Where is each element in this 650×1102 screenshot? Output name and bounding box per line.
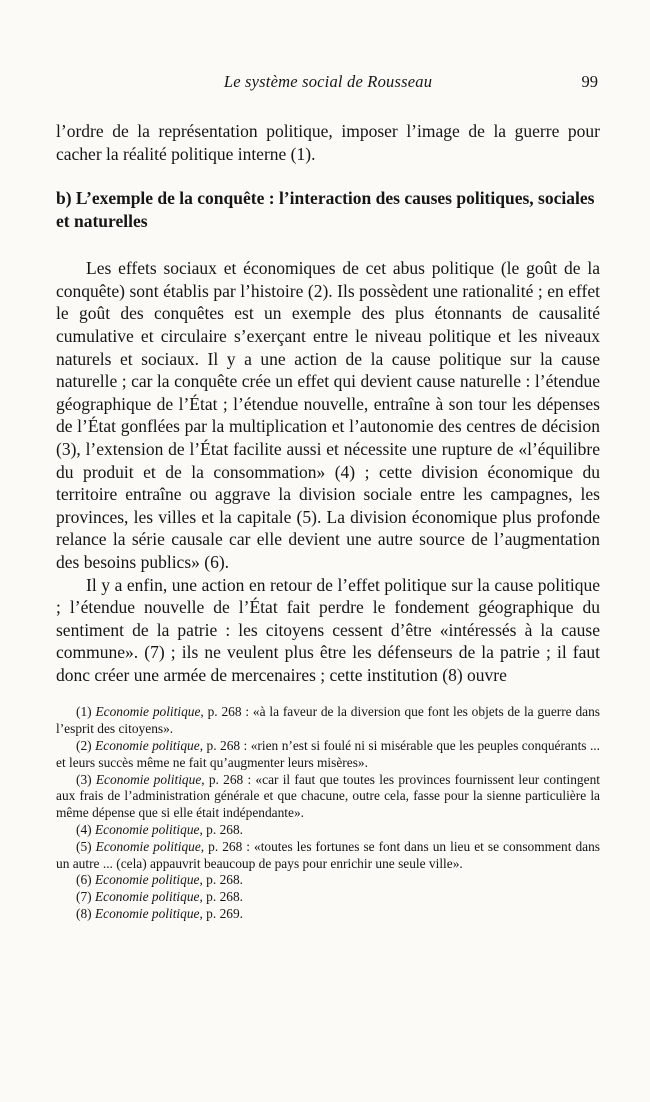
running-title: Le système social de Rousseau [223, 72, 433, 91]
footnote [56, 822, 600, 839]
footnote-text: , p. 268 : «à la faveur de la diversion que font les objets de la guerre dans l’esprit des citoyens». [56, 704, 600, 737]
page-header [56, 72, 600, 94]
footnote-work-title: Economie politique [94, 822, 200, 838]
footnote-text: , p. 268 : «toutes les fortunes se font dans un lieu et se consomment dans un autre ... (cela) appauvrit beaucoup de pays pour enrichir une seule ville». [56, 838, 600, 871]
page-number: 99 [581, 72, 598, 91]
body-text [56, 120, 600, 686]
footnote-number: (6) [76, 872, 92, 888]
footnote-text: , p. 268 : «car il faut que toutes les provinces fournissent leur contingent aux frais de l’administration générale et que chacune, outre cela, fasse pour la sienne particulière la même dépense que si elle était indépendante». [56, 771, 600, 821]
footnote-number: (2) [76, 738, 92, 754]
footnote-number: (7) [76, 889, 92, 905]
footnote-number: (4) [76, 822, 92, 838]
paragraph: Les effets sociaux et économiques de cet abus politique (le goût de la conquête) sont établis par l’histoire (2). Ils possèdent une rationalité ; en effet le goût des conquêtes est un exemple des plus étonnants de causalité cumulative et circulaire s’exerçant entre le niveau politique et les niveaux naturels et sociaux. Il y a une action de la cause politique sur la cause naturelle ; car la conquête crée un effet qui devient cause naturelle : l’étendue géographique de l’État ; l’étendue nouvelle, entraîne à son tour les dépenses de l’État gonflées par la multiplication et l’autonomie des centres de décision (3), l’extension de l’État facilite aussi et nécessite une rupture de «l’équilibre du produit et de la consommation» (4) ; cette division économique du territoire entraîne ou aggrave la division sociale entre les campagnes, les provinces, les villes et la capitale (5). La division économique plus profonde relance la série causale car elle devient une autre source de l’augmentation des besoins publics» (6). [56, 258, 600, 572]
footnote [56, 772, 600, 822]
footnote [56, 839, 600, 873]
paragraph: Il y a enfin, une action en retour de l’effet politique sur la cause politique ; l’étendue nouvelle de l’État fait perdre le fondement géographique du sentiment de la patrie : les citoyens cessent d’être «intéressés à la cause commune». (7) ; ils ne veulent plus être les défenseurs de la patrie ; il faut donc créer une armée de mercenaires ; cette institution (8) ouvre [56, 574, 600, 685]
footnote-work-title: Economie politique [95, 771, 202, 787]
footnote-number: (8) [76, 906, 92, 922]
footnote-work-title: Economie politique [95, 704, 201, 720]
footnote-work-title: Economie politique [94, 872, 200, 888]
footnote-number: (5) [76, 838, 92, 854]
footnote-text: , p. 269. [199, 906, 244, 922]
footnote-text: , p. 268. [199, 822, 244, 838]
footnote-text: , p. 268 : «rien n’est si foulé ni si misérable que les peuples conquérants ... et leurs succès même ne fait qu’augmenter leurs misères». [56, 738, 600, 770]
footnote [56, 906, 600, 923]
footnote-work-title: Economie politique [94, 906, 200, 922]
footnote-number: (1) [76, 704, 92, 720]
footnote [56, 738, 600, 772]
footnote [56, 872, 600, 889]
footnote [56, 704, 600, 738]
section-heading: b) L’exemple de la conquête : l’interaction des causes politiques, sociales et naturelles [56, 188, 595, 232]
paragraph-continuation: l’ordre de la représentation politique, imposer l’image de la guerre pour cacher la réalité politique interne (1). [56, 121, 600, 164]
footnote-number: (3) [76, 771, 92, 787]
footnote-work-title: Economie politique [95, 838, 201, 854]
footnote-work-title: Economie politique [94, 889, 200, 905]
footnote [56, 889, 600, 906]
footnote-text: , p. 268. [199, 889, 244, 905]
footnotes-section [56, 704, 600, 922]
footnote-text: , p. 268. [199, 872, 244, 888]
footnote-work-title: Economie politique [95, 738, 200, 754]
